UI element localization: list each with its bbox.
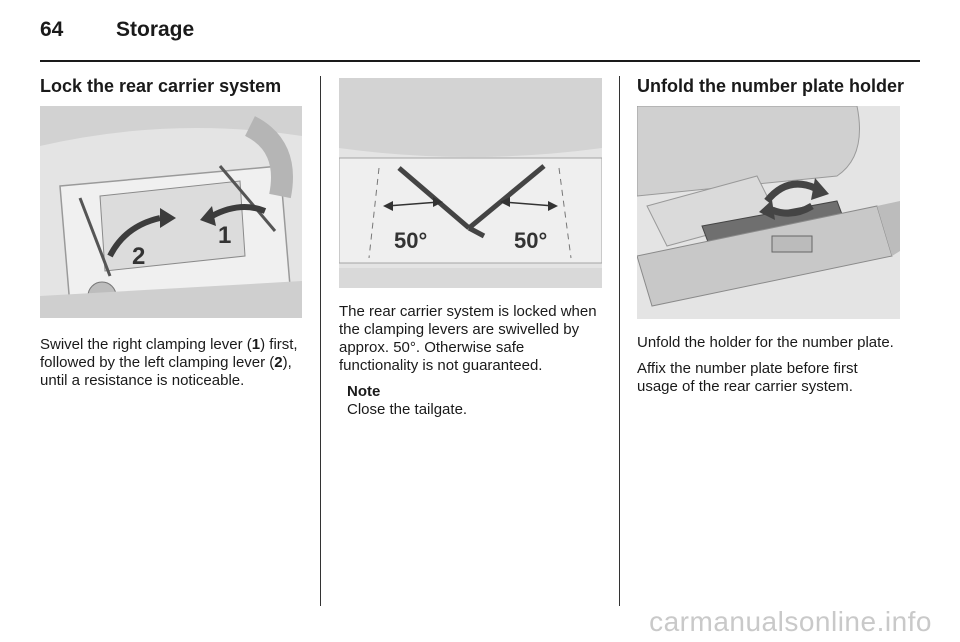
note-label: Note xyxy=(347,383,381,400)
ref-lever-1: 1 xyxy=(251,336,261,353)
watermark: carmanualsonline.info xyxy=(649,606,932,637)
column-3-text xyxy=(637,334,899,404)
column-1-text xyxy=(40,336,304,398)
figure-lever-angle xyxy=(339,78,602,288)
ref-lever-2: 2 xyxy=(274,354,283,371)
lever-angle-illustration xyxy=(339,78,602,288)
figure-clamping-levers xyxy=(40,106,302,318)
section-title: Storage xyxy=(116,18,195,41)
page-number: 64 xyxy=(40,18,64,41)
page-header xyxy=(40,18,194,42)
instruction-swivel-levers: Swivel the right clamping lever (1) first, followed by the left clamping lever (2), until a resistance is noticeable. xyxy=(40,336,298,389)
callout-1: 1 xyxy=(218,222,232,249)
clamping-levers-illustration xyxy=(40,106,302,318)
number-plate-holder-illustration xyxy=(637,106,900,319)
column-divider-2 xyxy=(619,76,620,606)
header-rule xyxy=(40,60,920,62)
column-3 xyxy=(637,76,927,97)
paragraph-unfold-holder: Unfold the holder for the number plate. xyxy=(637,334,894,351)
angle-label-left: 50° xyxy=(394,228,428,253)
paragraph-affix-plate: Affix the number plate before first usage of the rear carrier system. xyxy=(637,360,858,395)
column-1 xyxy=(40,76,304,97)
paragraph-lock-angle: The rear carrier system is locked when the clamping levers are swivelled by approx. 50°. Otherwise safe functionality is not guaranteed. xyxy=(339,303,597,374)
column-2-text xyxy=(339,303,607,419)
callout-2: 2 xyxy=(132,243,146,270)
column-divider-1 xyxy=(320,76,321,606)
heading-lock-carrier: Lock the rear carrier system xyxy=(40,76,282,96)
heading-number-plate-holder: Unfold the number plate holder xyxy=(637,76,905,96)
figure-number-plate-holder xyxy=(637,106,900,319)
angle-label-right: 50° xyxy=(514,228,548,253)
note-text: Close the tailgate. xyxy=(347,401,468,418)
